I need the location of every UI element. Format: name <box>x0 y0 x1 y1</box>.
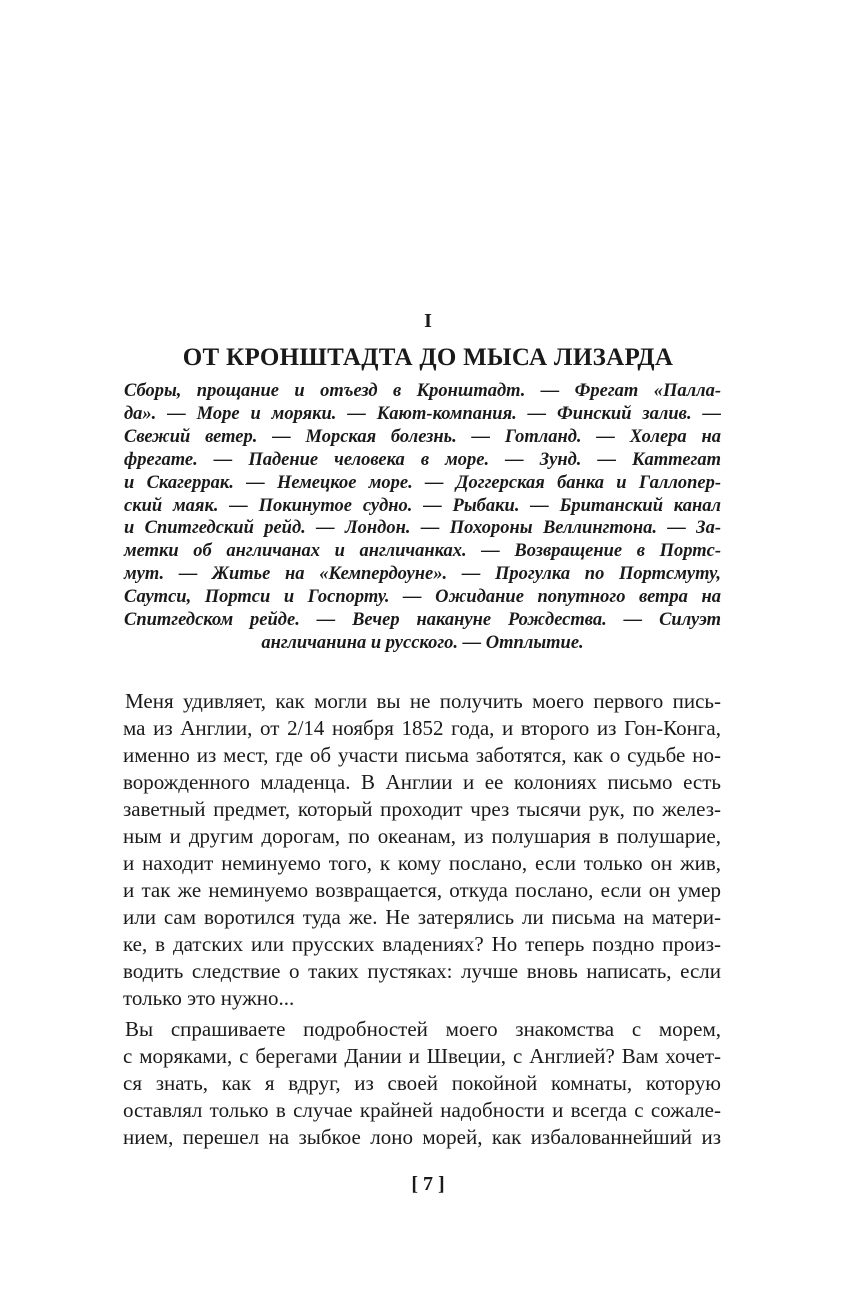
text-line: или сам воротился туда же. Не затерялись ли письма на матери- <box>123 905 721 929</box>
summary-line: и Скагеррак. — Немецкое море. — Доггерская банка и Галлопер- <box>124 472 721 493</box>
text-line: ворожденного младенца. В Англии и ее колониях письмо есть <box>123 770 721 794</box>
text-line: и находит неминуемо того, к кому послано, если только он жив, <box>123 851 721 875</box>
text-line: ным и другим дорогам, по океанам, из полушария в полушарие, <box>123 824 721 848</box>
body-text <box>123 688 721 1151</box>
summary-line: метки об англичанах и англичанках. — Возвращение в Портс- <box>124 541 721 562</box>
text-line: заветный предмет, который проходит чрез тысячи рук, по желез- <box>123 797 721 821</box>
text-line: только это нужно... <box>123 986 295 1010</box>
summary-line: фрегате. — Падение человека в море. — Зунд. — Каттегат <box>124 449 721 470</box>
text-line: водить следствие о таких пустяках: лучше вновь написать, если <box>123 959 721 983</box>
summary-line: англичанина и русского. — Отплытие. <box>261 632 584 653</box>
text-line: именно из мест, где об участи письма заботятся, как о судьбе но- <box>123 743 721 767</box>
summary-line: и Спитгедский рейд. — Лондон. — Похороны Веллингтона. — За- <box>124 518 721 539</box>
summary-line: да». — Море и моряки. — Кают-компания. — Финский залив. — <box>124 403 721 424</box>
summary-line: Спитгедском рейде. — Вечер накануне Рождества. — Силуэт <box>124 610 721 631</box>
text-line: ма из Англии, от 2/14 ноября 1852 года, и второго из Гон-Конга, <box>123 716 721 740</box>
paragraph <box>123 1016 721 1151</box>
summary-line: ский маяк. — Покинутое судно. — Рыбаки. — Британский канал <box>124 495 721 516</box>
summary-line: мут. — Житье на «Кемпердоуне». — Прогулка по Портсмуту, <box>124 564 721 585</box>
chapter-title: ОТ КРОНШТАДТА ДО МЫСА ЛИЗАРДА <box>182 344 674 371</box>
summary-line: Сборы, прощание и отъезд в Кронштадт. — Фрегат «Палла- <box>124 381 721 401</box>
paragraph <box>123 688 721 1012</box>
page-number: [ 7 ] <box>411 1173 445 1195</box>
text-line: ся знать, как я вдруг, из своей покойной комнаты, которую <box>123 1071 721 1095</box>
text-line: Меня удивляет, как могли вы не получить моего первого пись- <box>125 689 721 713</box>
text-line: оставлял только в случае крайней надобности и всегда с сожале- <box>123 1098 721 1122</box>
chapter-number: I <box>424 310 432 332</box>
text-line: с моряками, с берегами Дании и Швеции, с Англией? Вам хочет- <box>123 1044 721 1068</box>
chapter-summary <box>124 380 721 655</box>
summary-line: Свежий ветер. — Морская болезнь. — Готланд. — Холера на <box>124 426 721 447</box>
text-line: Вы спрашиваете подробностей моего знакомства с морем, <box>125 1017 721 1041</box>
text-line: нием, перешел на зыбкое лоно морей, как избалованнейший из <box>123 1125 721 1149</box>
summary-line: Саутси, Портси и Госпорту. — Ожидание попутного ветра на <box>124 587 721 608</box>
text-line: и так же неминуемо возвращается, откуда послано, если он умер <box>123 878 721 902</box>
text-line: ке, в датских или прусских владениях? Но теперь поздно произ- <box>123 932 721 956</box>
